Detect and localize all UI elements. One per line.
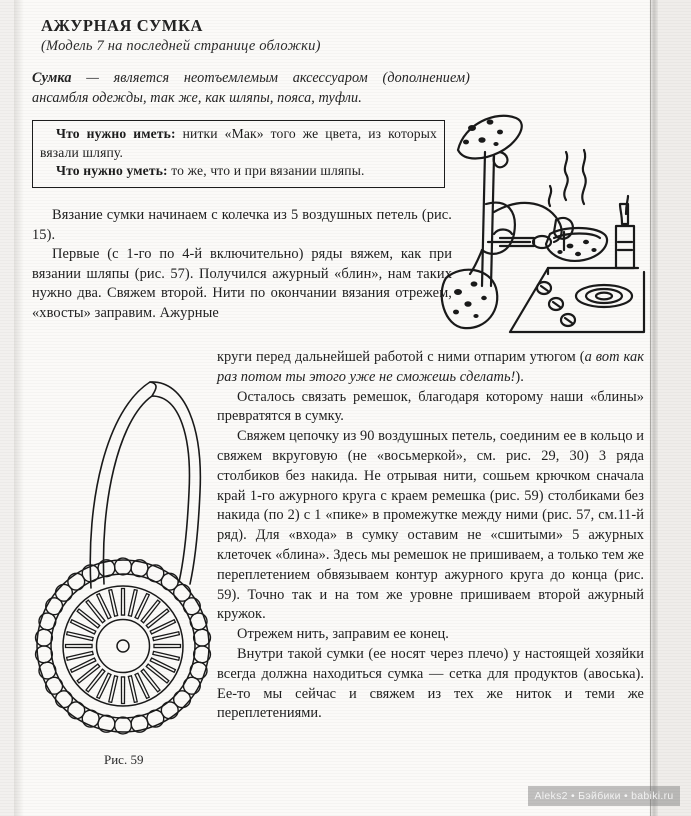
requirement-have-label: Что нужно иметь:	[56, 126, 176, 141]
paragraph: Свяжем цепочку из 90 воздушных петель, соединим ее в кольцо и свяжем вкруговую (не «восьмеркой», см. рис. 29, 30) 3 ряда столбиков без накида. Не отрывая нити, сошьем крючком сначала край 1-го ажурного круга с краем ремешка (рис. 59) столбиками без накида (по 2) с 1 «пике» в промежутке между ними (рис. 57, см.11-й ряд). Для «входа» в сумку оставим не «сшитыми» 5 ажурных клеточек «блина». Здесь мы ремешок не пришиваем, а только тем же переплетением обвязываем контур ажурного круга до конца (рис. 59). Точно так и на том же уровне пришиваем второй ажурный кружок.	[217, 428, 644, 623]
requirements-box	[32, 120, 445, 188]
page-title: АЖУРНАЯ СУМКА	[41, 16, 204, 35]
requirement-know-label: Что нужно уметь:	[56, 163, 168, 179]
figure-caption: Рис. 59	[104, 752, 144, 767]
intro-lead-word: Сумка	[32, 70, 72, 86]
kitchen-cartoon-illustration	[438, 108, 653, 353]
scan-right-margin	[658, 0, 691, 816]
intro-paragraph	[32, 68, 470, 108]
paragraph-part: ).	[515, 368, 524, 385]
requirement-have	[40, 125, 437, 162]
paragraph: Осталось связать ремешок, благодаря которому наши «блины» превратятся в сумку.	[217, 388, 644, 425]
bag-illustration	[28, 352, 218, 748]
paragraph-part: круги перед дальнейшей работой с ними отпарим утюгом (	[217, 349, 585, 365]
left-text-column	[32, 206, 452, 324]
paragraph-aside: а вот как раз потом ты этого уже не сможешь сделать!	[217, 349, 644, 385]
paragraph: Внутри такой сумки (ее носят через плечо) у настоящей хозяйки всегда должна находиться сумка — сетка для продуктов (авоська). Ее-то мы сейчас и свяжем из тех же ниток и теми же переплетениями.	[217, 645, 644, 722]
requirement-have-text: нитки «Мак» того же цвета, из которых вязали шляпу.	[40, 126, 437, 160]
watermark: Aleks2 • Бэйбики • babiki.ru	[528, 786, 680, 806]
requirement-know	[40, 162, 437, 181]
paragraph: Вязание сумки начинаем с колечка из 5 воздушных петель (рис. 15).	[32, 207, 452, 243]
paragraph: Первые (с 1-го по 4-й включительно) ряды вяжем, как при вязании шляпы (рис. 57). Получился ажурный «блин», нам таких нужно два. Свяжем второй. Нити по окончании вязания отрежем, «хвосты» заправим. Ажурные	[32, 246, 452, 321]
page-subtitle: (Модель 7 на последней странице обложки)	[41, 38, 321, 54]
paragraph	[217, 348, 644, 388]
intro-body: — является неотъемлемым аксессуаром (дополнением) ансамбля одежды, так же, как шляпы, пояса, туфли.	[32, 70, 470, 106]
paragraph: Отрежем нить, заправим ее конец.	[237, 626, 449, 643]
requirement-know-text: то же, что и при вязании шляпы.	[167, 163, 365, 179]
right-text-column	[217, 348, 644, 724]
